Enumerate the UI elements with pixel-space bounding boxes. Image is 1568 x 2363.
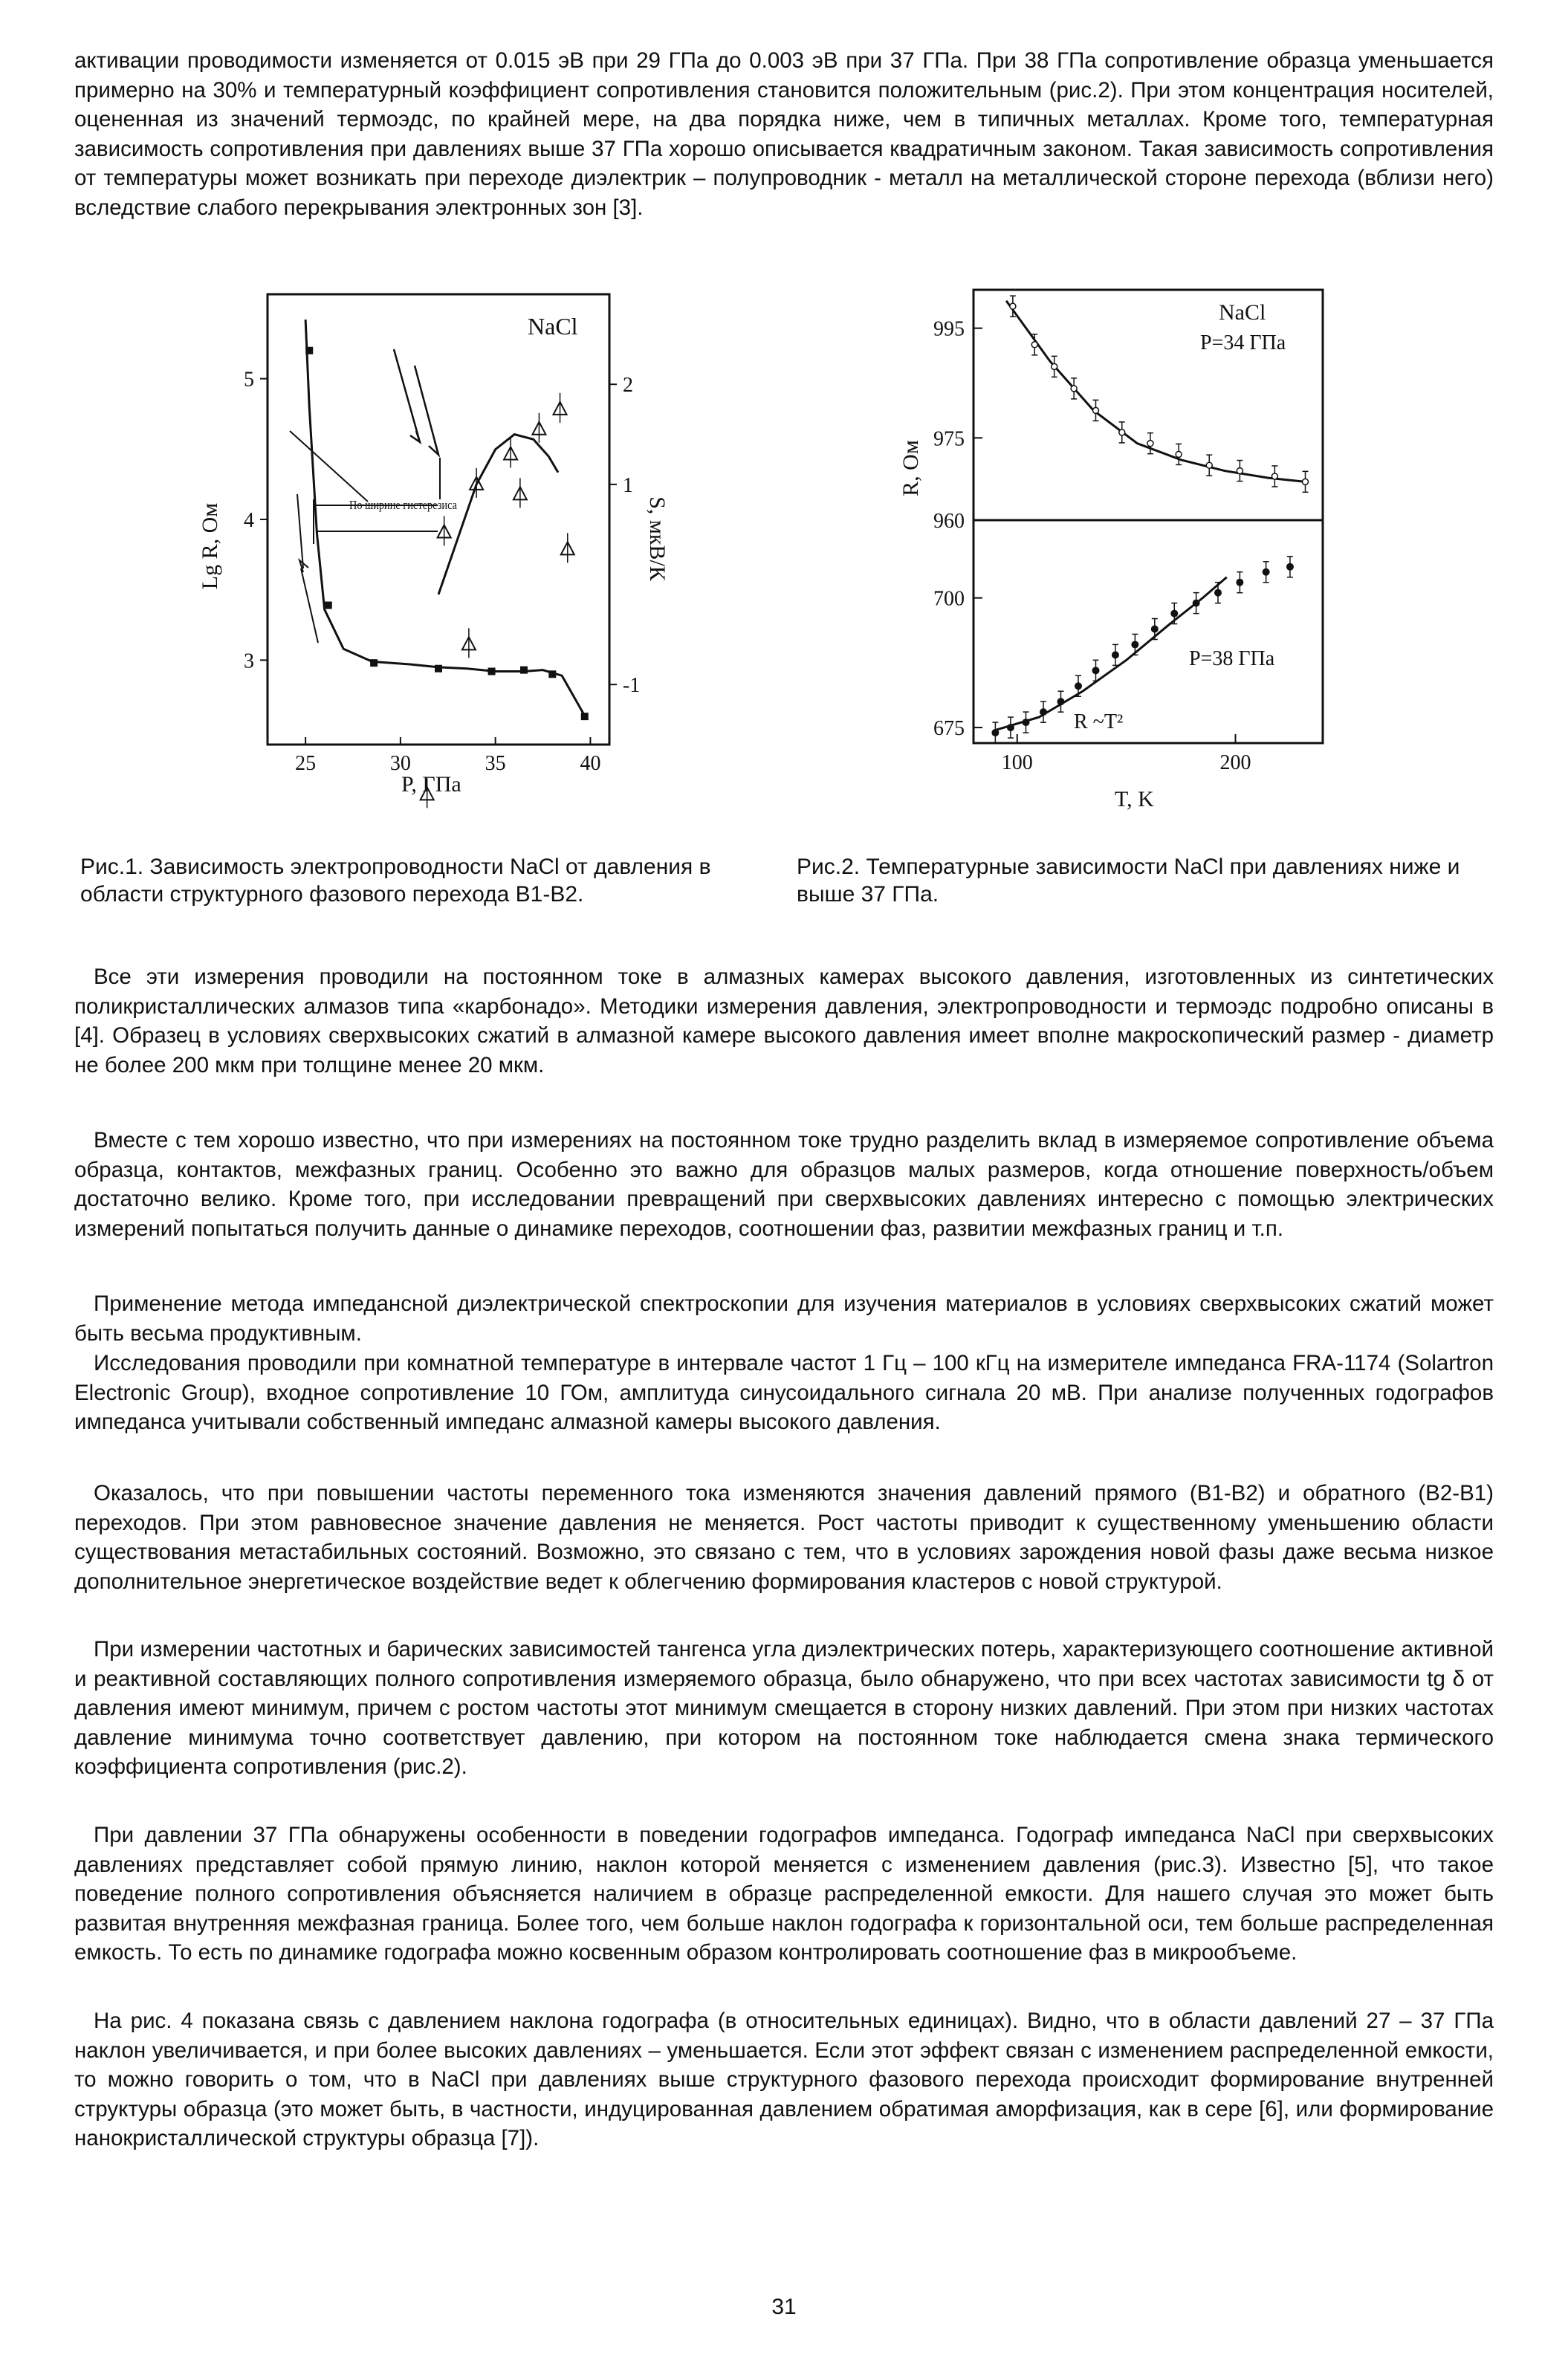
fig2-point-38gpa (1057, 698, 1065, 705)
fig2-y-tick-label: 960 (933, 510, 965, 533)
fig1-y-tick-label: 3 (244, 649, 254, 673)
fig2-point-38gpa (1151, 626, 1159, 633)
lgr-point (520, 667, 528, 674)
fig1-x-tick-label: 25 (295, 752, 317, 775)
figure-2-temperature-chart (892, 282, 1367, 832)
paragraph-setup: Исследования проводили при комнатной температуре в интервале частот 1 Гц – 100 кГц на измерителе импеданса FRA-1174 (Solartron Electronic Group), входное сопротивление 10 ГОм, амплитуда синусоидального сигнала 20 мВ. При анализе полученных годографов импеданса учитывали собственный импеданс алмазной камеры высокого давления. (74, 1351, 1494, 1435)
lgr-point (548, 670, 556, 678)
page-number: 31 (771, 2295, 797, 2319)
lgr-point (435, 665, 442, 672)
fig2-point-38gpa (1075, 682, 1082, 690)
fig2-point-34gpa (1237, 468, 1243, 474)
lgr-curve (305, 320, 586, 719)
fig1-y-tick-label: 5 (244, 368, 254, 392)
hysteresis-annotation: По ширине гистерезиса (349, 498, 458, 512)
paragraph-intro: активации проводимости изменяется от 0.015 эВ при 29 ГПа до 0.003 эВ при 37 ГПа. При 38 ГПа сопротивление образца уменьшается примерно на 30% и температурный коэффициент сопротивления становится положительным (рис.2). При этом концентрация носителей, оцененная из значений термоэдс, по крайней мере, на два порядка ниже, чем в типичных металлах. Кроме того, температурная зависимость сопротивления при давлениях выше 37 ГПа хорошо описывается квадратичным законом. Такая зависимость сопротивления от температуры может возникать при переходе диэлектрик – полупроводник - металл на металлической стороне перехода (вблизи него) вследствие слабого перекрывания электронных зон [3]. (74, 48, 1494, 220)
paragraph-impedance-method: Применение метода импедансной диэлектрической спектроскопии для изучения материалов в условиях сверхвысоких сжатий может быть весьма продуктивным. (74, 1291, 1494, 1346)
fig2-title: NaCl (1219, 300, 1266, 325)
paragraph-frequency-effect: Оказалось, что при повышении частоты переменного тока изменяются значения давлений прямого (В1-В2) и обратного (В2-В1) переходов. При этом равновесное значение давления не меняется. Рост частоты приводит к существенному уменьшению области существования метастабильных состояний. Возможно, это связано с тем, что в условиях зарождения новой фазы даже весьма низкое дополнительное энергетическое воздействие ведет к облегчению формирования кластеров с новой структурой. (74, 1481, 1494, 1594)
fig2-point-38gpa (1092, 667, 1100, 674)
fig2-panel-top-label: P=34 ГПа (1200, 331, 1286, 354)
figure-2-caption: Рис.2. Температурные зависимости NaCl при давлениях ниже и выше 37 ГПа. (797, 855, 1460, 907)
fig2-x-label: T, K (1115, 787, 1154, 811)
fig2-point-38gpa (1131, 641, 1138, 648)
fig1-y2-tick-label: 2 (623, 374, 633, 398)
fig2-y-label: R, Ом (898, 440, 923, 496)
paragraph-dc-limitations: Вместе с тем хорошо известно, что при измерениях на постоянном токе трудно разделить вклад в измеряемое сопротивление объема образца, контактов, межфазных границ. Особенно это важно для образцов малых размеров, когда отношение поверхность/объем достаточно велико. Кроме того, при исследовании превращений при сверхвысоких давлениях интересно с помощью электрических измерений попытаться получить данные о динамике переходов, соотношении фаз, развитии межфазных границ и т.п. (74, 1128, 1494, 1241)
fig2-fit-label: R ~T² (1074, 710, 1124, 733)
fig2-point-38gpa (1236, 579, 1243, 586)
fig2-point-38gpa (1112, 651, 1119, 658)
fit-curve-34gpa (1006, 301, 1305, 482)
fig2-point-38gpa (991, 729, 999, 736)
lgr-point (305, 347, 313, 354)
fig1-y-tick-label: 4 (244, 509, 254, 532)
fig2-x-tick-label: 100 (1001, 751, 1033, 774)
fig1-y-label: Lg R, Ом (198, 502, 222, 590)
figure-1-caption: Рис.1. Зависимость электропроводности NaCl от давления в области структурного фазового перехода В1-В2. (80, 855, 711, 907)
thermopower-curve (438, 435, 558, 594)
fig2-point-34gpa (1093, 407, 1099, 413)
fig1-title: NaCl (528, 313, 578, 340)
fig1-x-tick-label: 35 (485, 752, 506, 775)
fig2-point-38gpa (1214, 589, 1222, 597)
lgr-point (581, 713, 589, 720)
fig2-point-38gpa (1286, 563, 1294, 571)
fig2-point-38gpa (1007, 724, 1014, 731)
paragraph-measurements: Все эти измерения проводили на постоянном токе в алмазных камерах высокого давления, изготовленных из синтетических поликристаллических алмазов типа «карбонадо». Методики измерения давления, электропроводности и термоэдс подробно описаны в [4]. Образец в условиях сверхвысоких сжатий в алмазной камере высокого давления имеет вполне макроскопический размер - диаметр не более 200 мкм при толщине менее 20 мкм. (74, 965, 1494, 1077)
lgr-point (370, 659, 378, 667)
fig1-y2-label: S, мкВ/К (645, 496, 670, 581)
lgr-point (488, 668, 496, 675)
fig2-point-38gpa (1040, 708, 1047, 716)
fig2-point-38gpa (1263, 568, 1270, 576)
fig2-y-tick-label: 675 (933, 717, 965, 741)
fig2-point-34gpa (1303, 479, 1309, 484)
fig1-x-label: P, ГПа (401, 772, 461, 797)
fig2-point-38gpa (1170, 610, 1178, 618)
fig2-point-34gpa (1176, 451, 1182, 457)
fig2-panel-bottom-label: P=38 ГПа (1189, 647, 1275, 670)
fig2-point-38gpa (1193, 600, 1200, 607)
fig2-point-34gpa (1147, 441, 1153, 447)
fig2-point-34gpa (1119, 430, 1125, 435)
fig1-x-tick-label: 30 (389, 752, 411, 775)
paragraph-loss-tangent: При измерении частотных и барических зависимостей тангенса угла диэлектрических потерь, характеризующего соотношение активной и реактивной составляющих полного сопротивления измеряемого образца, было обнаружено, что при всех частотах зависимости tg δ от давления имеют минимум, причем с ростом частоты этот минимум смещается в сторону низких давлений. При этом при низких частотах давление минимума точно соответствует давлению, при котором на постоянном токе наблюдается смена знака термического коэффициента сопротивления (рис.2). (74, 1637, 1494, 1780)
fig2-point-38gpa (1023, 719, 1030, 726)
lgr-point (325, 602, 332, 609)
fig1-x-tick-label: 40 (580, 752, 601, 775)
fig2-y-tick-label: 995 (933, 317, 965, 341)
fig2-y-tick-label: 700 (933, 587, 965, 611)
fig2-point-34gpa (1052, 363, 1057, 369)
fig2-point-34gpa (1206, 462, 1212, 468)
fig2-x-tick-label: 200 (1219, 751, 1251, 774)
fig2-point-34gpa (1071, 386, 1077, 392)
fig2-point-34gpa (1031, 342, 1037, 348)
fig2-y-tick-label: 975 (933, 427, 965, 451)
fig1-y2-tick-label: 1 (623, 473, 633, 497)
fig2-point-34gpa (1010, 303, 1016, 309)
fig2-point-34gpa (1271, 473, 1277, 479)
fig1-y2-tick-label: -1 (623, 674, 641, 698)
paragraph-slope: На рис. 4 показана связь с давлением наклона годографа (в относительных единицах). Видно, что в области давлений 27 – 37 ГПа наклон увеличивается, и при более высоких давлениях – уменьшается. Если этот эффект связан с изменением распределенной емкости, то можно говорить о том, что в NaCl при давлениях выше структурного фазового перехода происходит формирование внутренней структуры образца (это может быть, в частности, индуцированная давлением обратимая аморфизация, как в сере [6], или формирование нанокристаллической структуры образца [7]). (74, 2009, 1494, 2151)
figure-1-conductivity-chart (178, 282, 699, 855)
paragraph-hodograph: При давлении 37 ГПа обнаружены особенности в поведении годографов импеданса. Годограф импеданса NaCl при сверхвысоких давлениях представляет собой прямую линию, наклон которой меняется с изменением давления (рис.3). Известно [5], что такое поведение полного сопротивления объясняется наличием в образце распределенной емкости. Для нашего случая это может быть развитая внутренняя межфазная граница. Более того, чем больше наклон годографа к горизонтальной оси, тем больше распределенная емкость. То есть по динамике годографа можно косвенным образом контролировать соотношение фаз в микрообъеме. (74, 1823, 1494, 1965)
